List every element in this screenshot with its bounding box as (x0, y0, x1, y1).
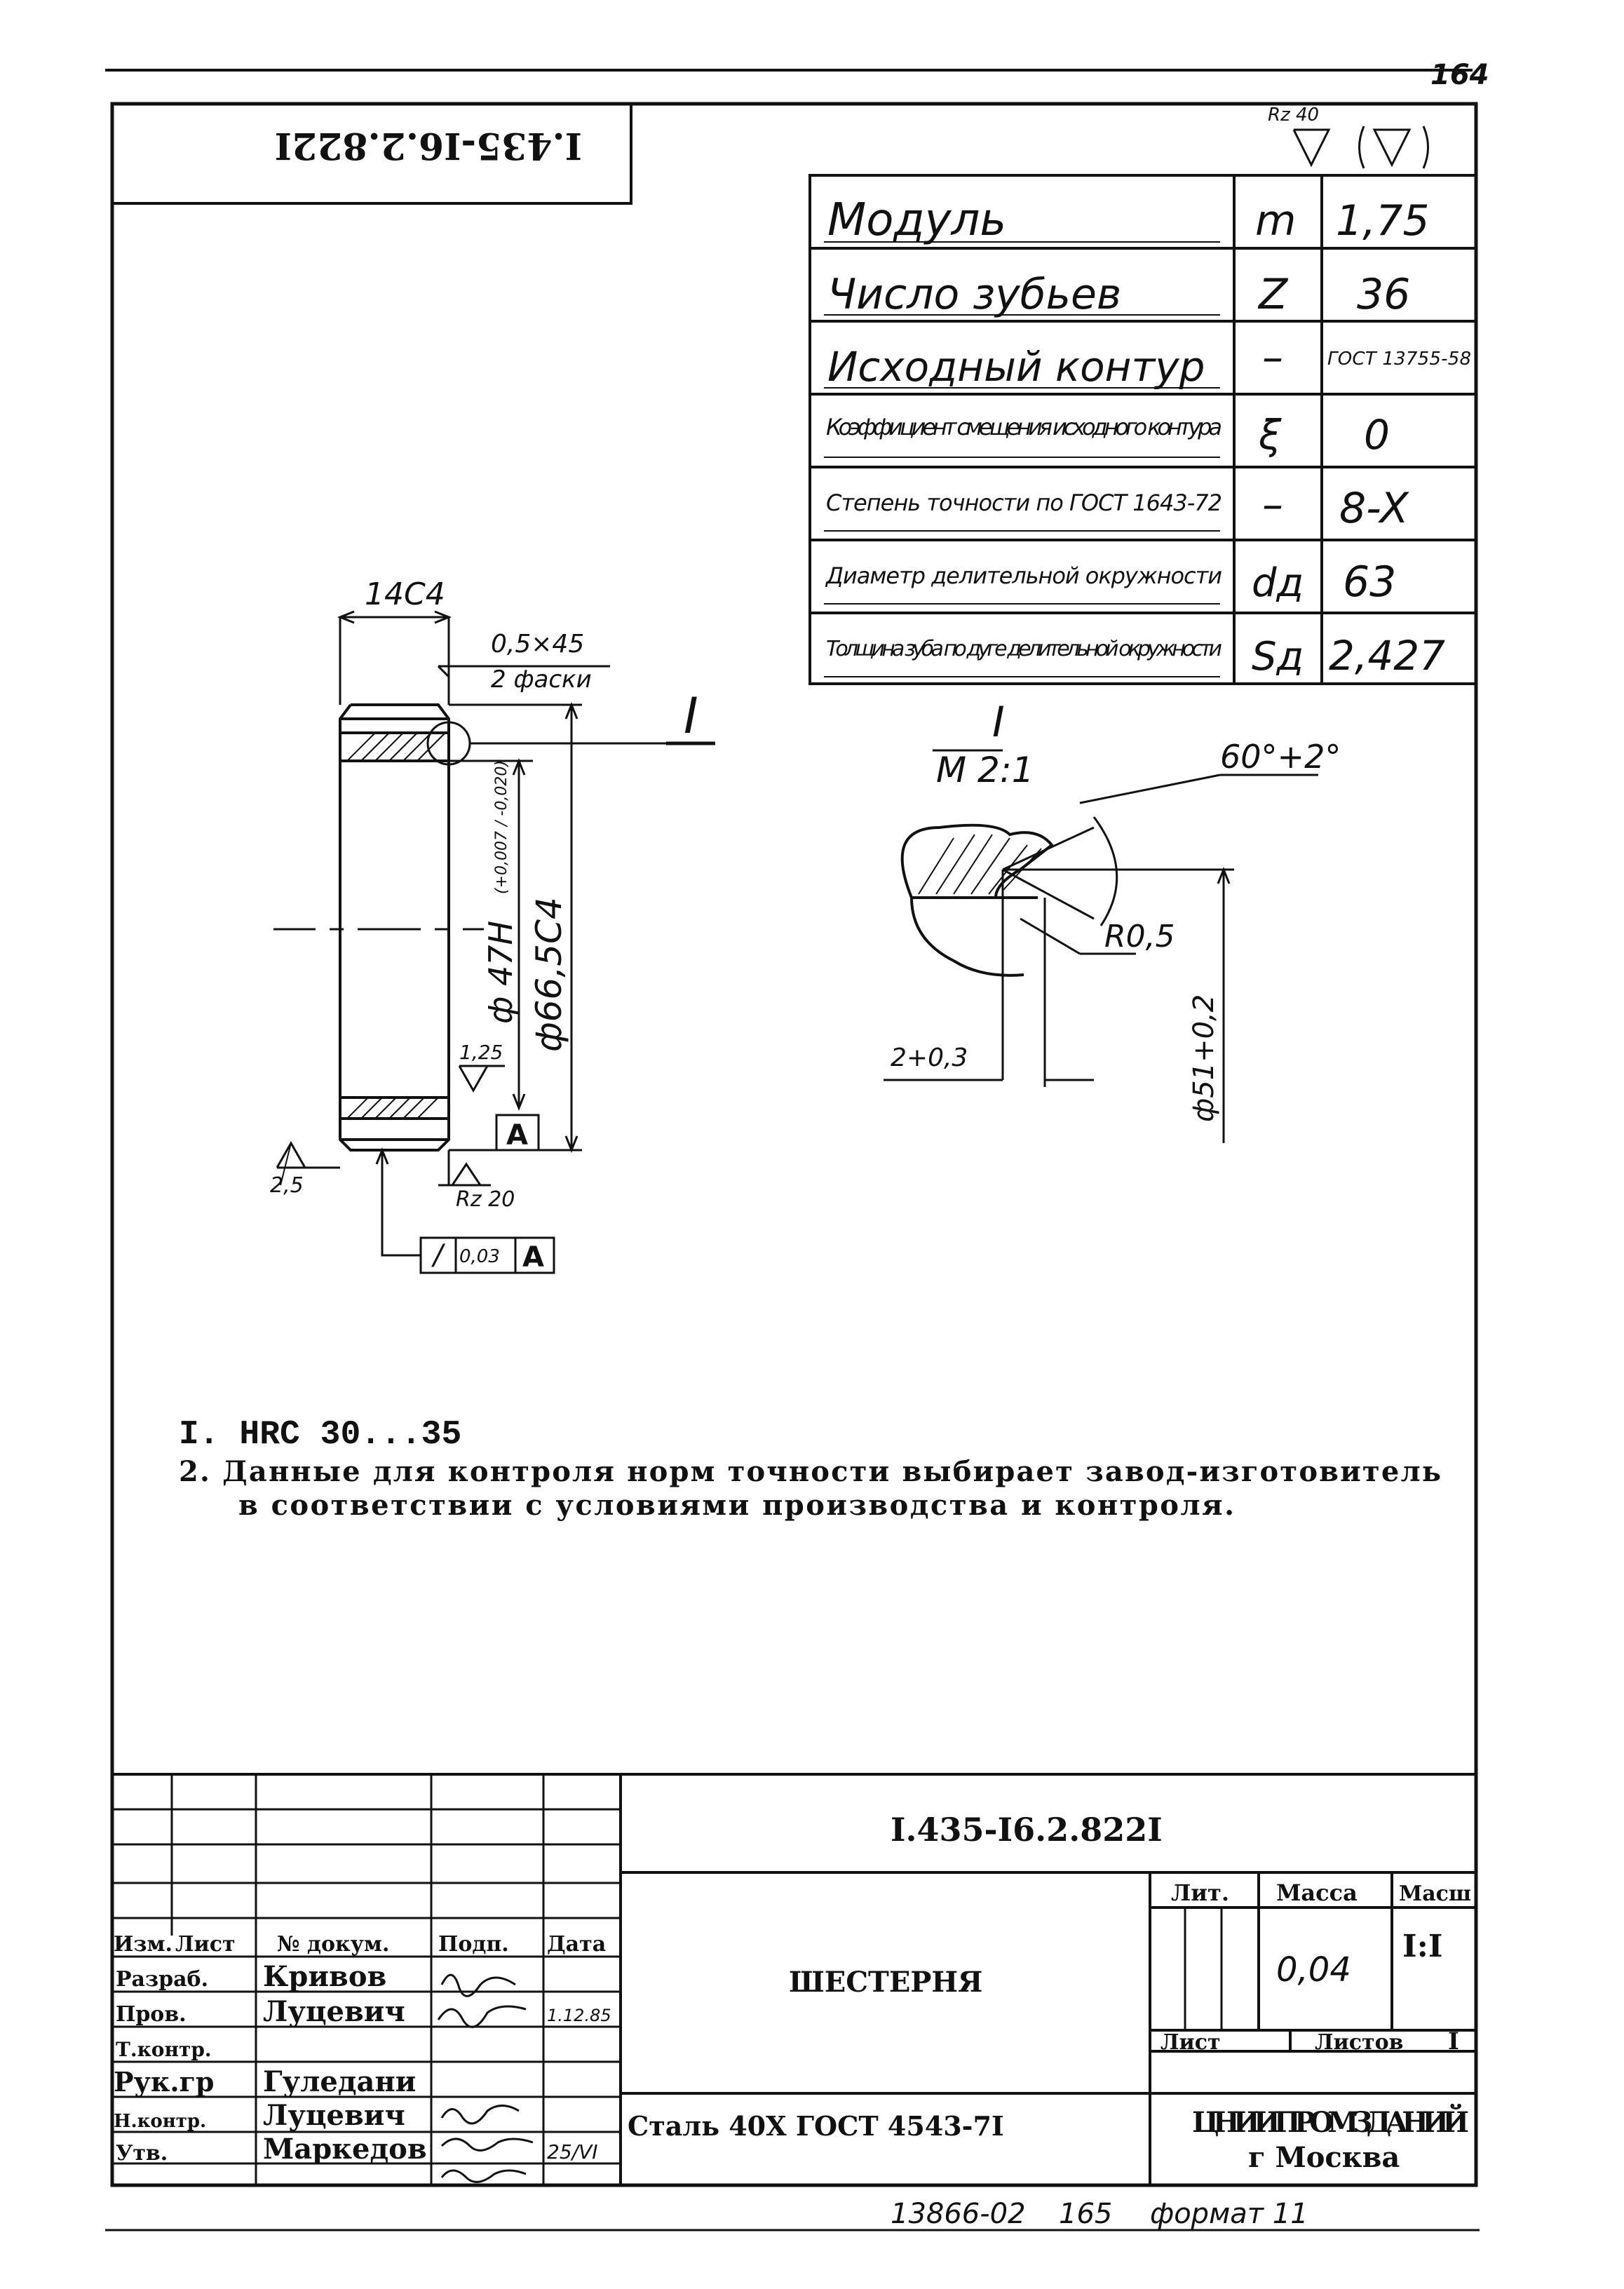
title-city: г Москва (1248, 2141, 1400, 2174)
title-organization: ЦНИИПРОМЗДАНИЙ (1192, 2106, 1469, 2139)
runout-datum: A (522, 1241, 544, 1274)
bore-tolerance: (+0,007 / -0,020) (493, 760, 510, 894)
param-name-tooth-thickness: Толщина зуба по дуге делительной окружности (826, 637, 1222, 661)
footer-format: формат 11 (1150, 2198, 1308, 2230)
params-table (825, 194, 1471, 680)
note-3: в соответствии с условиями производства и контроля. (238, 1489, 1234, 1522)
role-checker: Пров. (116, 2002, 187, 2027)
detail-depth: 2+0,3 (891, 1044, 968, 1072)
name-developer: Кривов (263, 1960, 387, 1993)
name-group-head: Гуледани (263, 2065, 417, 2098)
roughness-rz20-label: Rz 20 (456, 1187, 515, 1212)
runout-value: 0,03 (459, 1246, 500, 1267)
param-name-module: Модуль (827, 194, 1007, 246)
param-name-shift: Коэффициент смещения исходного контура (826, 414, 1222, 440)
col-mass: Масса (1276, 1879, 1358, 1906)
param-symbol-module: m (1255, 196, 1297, 245)
chamfer-note: 2 фаски (491, 666, 592, 694)
signatures (438, 1975, 533, 2182)
footer-inventory: 13866-02 (891, 2198, 1026, 2230)
detail-radius: R0,5 (1104, 919, 1175, 954)
name-norm-control: Луцевич (263, 2099, 405, 2132)
param-symbol-accuracy: – (1262, 480, 1283, 529)
roughness-face-label: 2,5 (270, 1173, 304, 1198)
detail-label: I (992, 698, 1005, 747)
sheet-label: Лист (1161, 2030, 1221, 2055)
role-norm-control: Н.контр. (114, 2111, 207, 2132)
role-developer: Разраб. (116, 1967, 209, 1992)
header-izm: Изм. (114, 1932, 172, 1957)
scale-value: I:I (1402, 1929, 1443, 1964)
detail-angle: 60°+2° (1220, 738, 1341, 776)
param-symbol-tooth-thickness: Sд (1252, 634, 1304, 680)
section-label: I (684, 687, 698, 745)
param-symbol-pitch-diameter: dд (1252, 560, 1304, 606)
title-material: Сталь 40Х ГОСТ 4543-7I (628, 2110, 1004, 2142)
detail-view (902, 825, 1052, 975)
mass-value: 0,04 (1276, 1950, 1351, 1990)
param-value-accuracy: 8-X (1339, 484, 1409, 533)
title-designation: I.435-I6.2.822I (891, 1811, 1163, 1849)
param-value-shift: 0 (1364, 411, 1390, 459)
param-value-module: 1,75 (1336, 196, 1430, 245)
param-value-teeth: 36 (1357, 270, 1411, 319)
header-list: Лист (175, 1932, 236, 1957)
param-name-teeth: Число зубьев (827, 270, 1122, 319)
param-symbol-contour: – (1262, 333, 1283, 382)
header-sign: Подп. (438, 1932, 509, 1957)
roughness-general-label: Rz 40 (1268, 104, 1320, 126)
col-scale: Масш (1399, 1882, 1472, 1906)
param-symbol-shift: ξ (1259, 411, 1282, 459)
role-tech-control: Т.контр. (116, 2038, 212, 2061)
footer-page: 165 (1059, 2198, 1113, 2230)
col-lit: Лит. (1171, 1879, 1229, 1906)
chamfer-dimension: 0,5×45 (491, 630, 585, 659)
width-dimension: 14C4 (365, 576, 445, 612)
param-name-contour: Исходный контур (827, 343, 1205, 391)
detail-scale: М 2:1 (936, 750, 1034, 790)
sheet-number: 164 (1430, 59, 1489, 91)
title-part-name: ШЕСТЕРНЯ (789, 1966, 983, 1999)
sheets-count: I (1448, 2027, 1459, 2055)
outer-diameter-dimension: ф66,5C4 (529, 897, 569, 1052)
param-name-pitch-diameter: Диаметр делительной окружности (826, 562, 1222, 589)
date-approved: 25/VI (547, 2140, 598, 2163)
runout-symbol: / (433, 1239, 443, 1271)
param-name-accuracy: Степень точности по ГОСТ 1643-72 (826, 489, 1222, 516)
date-checker: 1.12.85 (547, 2006, 611, 2025)
param-value-contour: ГОСТ 13755-58 (1327, 349, 1471, 370)
gear-section-view (340, 705, 449, 1150)
param-value-pitch-diameter: 63 (1343, 558, 1397, 607)
roughness-bore-label: 1,25 (459, 1041, 503, 1064)
param-symbol-teeth: Z (1259, 270, 1288, 319)
detail-diameter: ф51+0,2 (1188, 994, 1220, 1122)
roughness-general-mark (1294, 130, 1329, 165)
bore-dimension: ф 47H (482, 920, 520, 1024)
datum-a-label: A (506, 1119, 528, 1152)
name-approved: Маркедов (263, 2133, 427, 2166)
header-date: Дата (547, 1932, 607, 1957)
name-checker: Луцевич (263, 1995, 405, 2028)
header-doc: № докум. (277, 1932, 390, 1957)
sheets-label: Листов (1315, 2030, 1404, 2055)
role-approved: Утв. (116, 2141, 168, 2166)
stamp-designation-upside-down: I.435-I6.2.822I (274, 124, 582, 167)
param-value-tooth-thickness: 2,427 (1329, 632, 1446, 680)
note-2: 2. Данные для контроля норм точности выбирает завод-изготовитель (179, 1455, 1441, 1488)
role-group-head: Рук.гр (114, 2066, 215, 2098)
roughness-other-mark (1360, 126, 1428, 168)
note-1: I. HRC 30...35 (179, 1416, 462, 1454)
